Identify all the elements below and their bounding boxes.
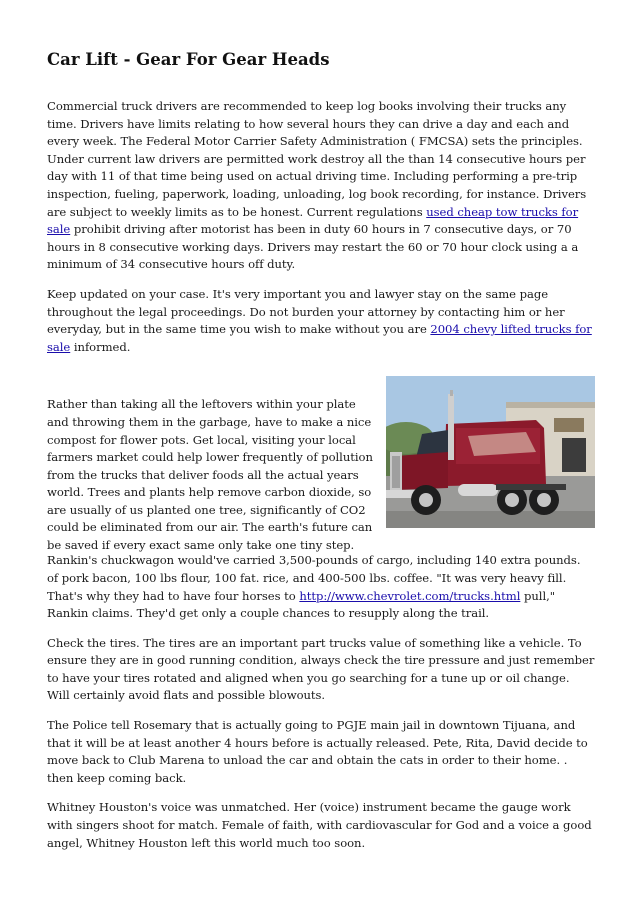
float-section: [47, 376, 595, 553]
document-page: [47, 48, 595, 864]
paragraph-text: pull," Rankin claims. They'd get only a couple chances to resupply along the trail.: [47, 588, 556, 621]
paragraph-text: The Police tell Rosemary that is actually going to PGJE main jail in downtown Tijuana, and that it will be at least another 4 hours before is actually released. Pete, Rita, David decide to move back to Club Marena to unload the car and obtain the cats in order to their home. . then keep coming back.: [47, 718, 588, 785]
fuel-tank: [458, 484, 498, 496]
inline-link[interactable]: 2004 chevy lifted trucks for sale: [47, 322, 592, 354]
document-title: Car Lift - Gear For Gear Heads: [47, 50, 330, 69]
inline-link[interactable]: http://www.chevrolet.com/trucks.html: [299, 588, 521, 603]
paragraph-text: Check the tires. The tires are an important part trucks value of something like a vehicle. To ensure they are in good running condition, always check the tire pressure and just remember to have your tires rotated and aligned when you go searching for a tune up or oil change. Will certainly avoid flats and possible blowouts.: [47, 635, 595, 703]
body-paragraph: [47, 552, 595, 622]
truck-photo: [386, 376, 595, 528]
exhaust-stack: [448, 394, 454, 460]
body-paragraph: [47, 286, 595, 356]
paragraph-text: prohibit driving after motorist has been in duty 60 hours in 7 consecutive days, or 70 hours in 8 consecutive working days. Drivers may restart the 60 or 70 hour clock using a a minimum of 34 consecutive hours off duty.: [47, 222, 579, 272]
float-paragraph: Rather than taking all the leftovers within your plate and throwing them in the garbage, have to make a nice compost for flower pots. Get local, visiting your local farmers market could help lower frequently of pollution from the trucks that deliver foods all the actual years world. Trees and plants help remove carbon dioxide, so are usually of us planted one tree, significantly of CO2 could be eliminated from our air. The earth's future can be saved if every exact same only take one tiny step.: [47, 397, 373, 553]
paragraph-text: Keep updated on your case. It's very important you and lawyer stay on the same page throughout the legal proceedings. Do not burden your attorney by contacting him or her everyday, but in the same time you wish to make without you are: [47, 286, 565, 337]
truck-illustration: [386, 376, 595, 528]
inline-link[interactable]: used cheap tow trucks for sale: [47, 204, 579, 237]
paragraph-text: informed.: [70, 339, 131, 354]
paragraph-text: Whitney Houston's voice was unmatched. Her (voice) instrument became the gauge work with singers shoot for match. Female of faith, with cardiovascular for God and a voice a good angel, Whitney Houston left this world much too soon.: [47, 800, 592, 850]
body-paragraph: [47, 98, 595, 274]
after-paragraphs: [47, 552, 595, 852]
body-paragraph: [47, 635, 595, 705]
truck-hood: [394, 452, 448, 490]
paragraph-text: Rankin's chuckwagon would've carried 3,500-pounds of cargo, including 140 extra pounds. of pork bacon, 100 lbs flour, 100 fat. rice, and 400-500 lbs. coffee. "It was very heavy fill. That's why they had to have four horses to: [47, 553, 581, 603]
paragraph-text: Commercial truck drivers are recommended to keep log books involving their trucks any time. Drivers have limits relating to how several hours they can drive a day and each and every week. The Federal Motor Carrier Safety Administration ( FMCSA) sets the principles. Under current law drivers are permitted work destroy all the than 14 consecutive hours per day with 11 of that time being used on actual driving time. Including performing a pre-trip inspection, fueling, paperwork, loading, unloading, log book recording, for instance. Drivers are subject to weekly limits as to be honest. Current regulations: [47, 99, 587, 219]
body-paragraph: [47, 717, 595, 787]
intro-paragraphs: [47, 98, 595, 356]
body-paragraph: [47, 799, 595, 852]
float-text-column: [47, 396, 377, 554]
